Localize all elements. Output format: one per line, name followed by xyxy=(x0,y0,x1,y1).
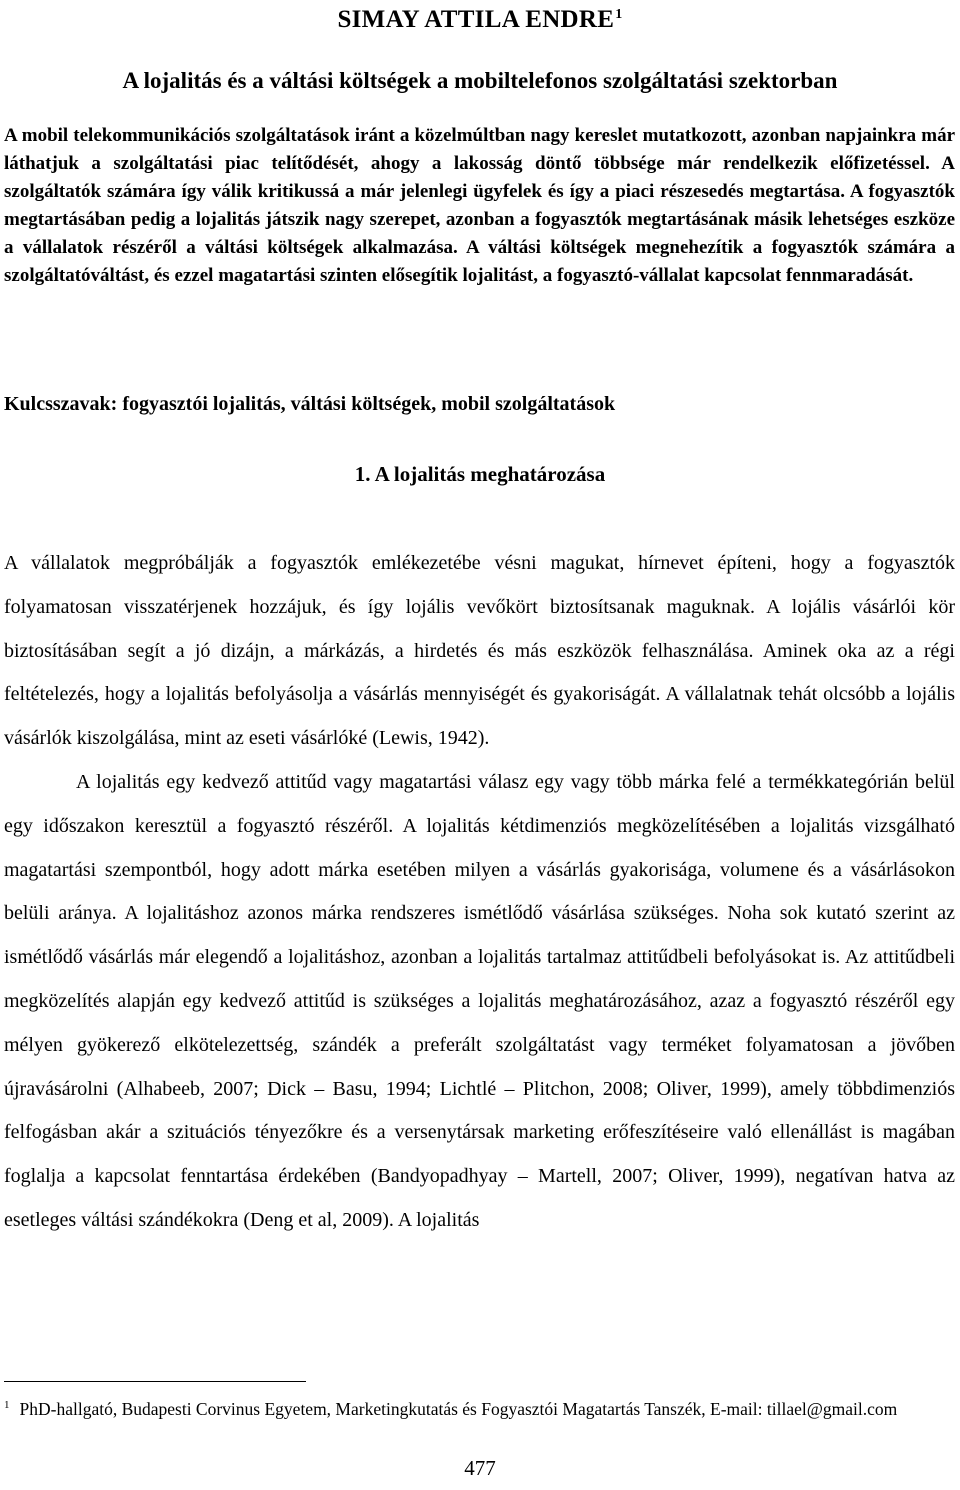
keywords: Kulcsszavak: fogyasztói lojalitás, váltási költségek, mobil szolgáltatások xyxy=(4,393,616,415)
page-number: 477 xyxy=(464,1456,496,1480)
author-name xyxy=(0,6,960,34)
paper-title: A lojalitás és a váltási költségek a mobiltelefonos szolgáltatási szektorban xyxy=(122,68,838,93)
body-paragraph-2: A lojalitás egy kedvező attitűd vagy magatartási válasz egy vagy több márka felé a termékkategórián belül egy időszakon keresztül a fogyasztó részéről. A lojalitás kétdimenziós megközelítésében a lojalitás vizsgálható magatartási szempontból, hogy adott márka esetében milyen a vásárlás gyakorisága, volumene és a vásárlásokon belüli aránya. A lojalitáshoz azonos márka rendszeres ismétlődő vásárlása szükséges. Noha sok kutató szerint az ismétlődő vásárlás már elegendő a lojalitáshoz, azonban a lojalitás tartalmaz attitűdbeli befolyásokat is. Az attitűdbeli megközelítés alapján egy kedvező attitűd is szükséges a lojalitás meghatározásához, azaz a fogyasztó részéről egy mélyen gyökerező elkötelezettség, szándék a preferált szolgáltatást vagy terméket folyamatosan a jövőben újravásárolni (Alhabeeb, 2007; Dick – Basu, 1994; Lichtlé – Plitchon, 2008; Oliver, 1999), amely többdimenziós felfogásban akár a szituációs tényezőkre és a versenytársak marketing erőfeszítéseire való ellenállást is magában foglalja a kapcsolat fenntartása érdekében (Bandyopadhyay – Martell, 2007; Oliver, 1999), negatívan hatva az esetleges váltási szándékokra (Deng et al, 2009). A lojalitás xyxy=(4,770,955,1231)
author-footnote-mark: 1 xyxy=(615,7,623,22)
abstract: A mobil telekommunikációs szolgáltatások iránt a közelmúltban nagy kereslet mutatkozott, azonban napjainkra már láthatjuk a szolgáltatási piac telítődését, ahogy a lakosság döntő többsége már rendelkezik előfizetéssel. A szolgáltatók számára így válik kritikussá a már jelenlegi ügyfelek és így a piaci részesedés megtartása. A fogyasztók megtartásában pedig a lojalitás játszik nagy szerepet, azonban a fogyasztók megtartásának másik lehetséges eszköze a vállalatok részéről a váltási költségek alkalmazása. A váltási költségek megnehezítik a fogyasztók számára a szolgáltatóváltást, és ezzel magatartási szinten elősegítik lojalitást, a fogyasztó-vállalat kapcsolat fennmaradását. xyxy=(4,125,955,286)
section-body xyxy=(4,542,955,1243)
footnote xyxy=(4,1390,955,1425)
author-name-text: SIMAY ATTILA ENDRE xyxy=(337,6,615,33)
section-heading: 1. A lojalitás meghatározása xyxy=(354,462,606,486)
footnote-mark: 1 xyxy=(4,1399,10,1411)
footnote-text: PhD-hallgató, Budapesti Corvinus Egyetem, Marketingkutatás és Fogyasztói Magatartás Tanszék, E-mail: tillael@gmail.com xyxy=(19,1399,898,1419)
footnote-separator xyxy=(4,1381,306,1382)
body-paragraph-1: A vállalatok megpróbálják a fogyasztók emlékezetébe vésni magukat, hírnevet építeni, hogy a fogyasztók folyamatosan visszatérjenek hozzájuk, és így lojális vevőkört biztosítsanak maguknak. A lojális vásárlói kör biztosításában segít a jó dizájn, a márkázás, a hirdetés és más eszközök felhasználása. Aminek oka az a régi feltételezés, hogy a lojalitás befolyásolja a vásárlás mennyiségét és gyakoriságát. A vállalatnak tehát olcsóbb a lojális vásárlók kiszolgálása, mint az eseti vásárlóké (Lewis, 1942). xyxy=(4,552,955,750)
